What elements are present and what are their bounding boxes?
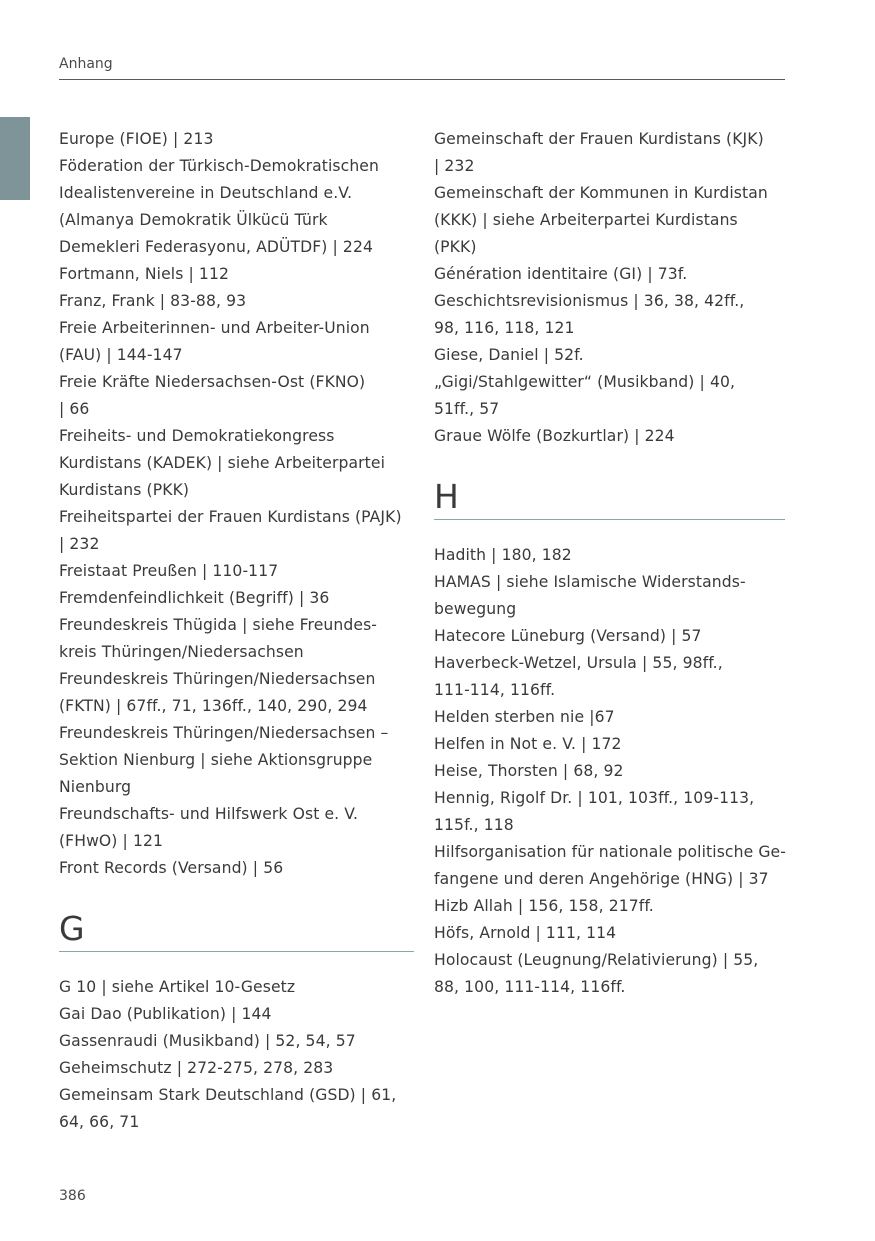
index-entry-line: Front Records (Versand) | 56 [59,859,284,877]
page-number: 386 [59,1188,86,1204]
index-entry-line: Gemeinschaft der Kommunen in Kurdistan [434,184,768,202]
index-entry-line: Franz, Frank | 83-88, 93 [59,292,247,310]
index-entry-line: Gai Dao (Publikation) | 144 [59,1005,272,1023]
index-entry-line: Hilfsorganisation für nationale politische Ge- [434,843,786,861]
index-entry-line: G 10 | siehe Artikel 10-Gesetz [59,978,296,996]
index-entry-line: Gemeinsam Stark Deutschland (GSD) | 61, [59,1086,397,1104]
index-entry-line: Helfen in Not e. V. | 172 [434,735,622,753]
index-entry-line: 51ff., 57 [434,400,500,418]
index-entry-line: Kurdistans (PKK) [59,481,190,499]
index-entry-line: Geheimschutz | 272-275, 278, 283 [59,1059,334,1077]
index-entry-line: (FHwO) | 121 [59,832,164,850]
running-head: Anhang [59,56,113,72]
header-rule [59,79,785,80]
index-entry-line: HAMAS | siehe Islamische Widerstands- [434,573,746,591]
index-entry-line: 98, 116, 118, 121 [434,319,575,337]
index-entry-line: „Gigi/Stahlgewitter“ (Musikband) | 40, [434,373,736,391]
index-entry-line: Föderation der Türkisch-Demokratischen [59,157,379,175]
index-entry-line: Europe (FIOE) | 213 [59,130,214,148]
index-entry-line: Haverbeck-Wetzel, Ursula | 55, 98ff., [434,654,723,672]
index-entry-line: Freundschafts- und Hilfswerk Ost e. V. [59,805,359,823]
right-entries-h [434,542,785,1001]
index-entry-line: Freundeskreis Thüringen/Niedersachsen – [59,724,389,742]
index-entry-line: Helden sterben nie |67 [434,708,615,726]
index-entry-line: (Almanya Demokratik Ülkücü Türk [59,211,328,229]
index-entry-line: (FKTN) | 67ff., 71, 136ff., 140, 290, 294 [59,697,368,715]
index-entry-line: Freie Kräfte Niedersachsen-Ost (FKNO) [59,373,366,391]
left-entries-g [59,974,414,1136]
index-entry-line: Hizb Allah | 156, 158, 217ff. [434,897,654,915]
section-letter-h: H [434,477,785,520]
index-entry-line: fangene und deren Angehörige (HNG) | 37 [434,870,769,888]
index-entry-line: Génération identitaire (GI) | 73f. [434,265,688,283]
index-entry-line: Gemeinschaft der Frauen Kurdistans (KJK) [434,130,764,148]
index-entry-line: 111-114, 116ff. [434,681,556,699]
index-entry-line: bewegung [434,600,517,618]
index-entry-line: | 232 [434,157,475,175]
left-index-column [59,126,414,1136]
index-entry-line: (PKK) [434,238,477,256]
index-entry-line: Höfs, Arnold | 111, 114 [434,924,617,942]
index-entry-line: Kurdistans (KADEK) | siehe Arbeiterpartei [59,454,386,472]
index-entry-line: Freundeskreis Thüringen/Niedersachsen [59,670,376,688]
index-entry-line: Hatecore Lüneburg (Versand) | 57 [434,627,702,645]
index-entry-line: | 66 [59,400,90,418]
index-entry-line: Holocaust (Leugnung/Relativierung) | 55, [434,951,759,969]
index-entry-line: Fremdenfeindlichkeit (Begriff) | 36 [59,589,330,607]
index-entry-line: Gassenraudi (Musikband) | 52, 54, 57 [59,1032,356,1050]
index-entry-line: 115f., 118 [434,816,514,834]
right-index-column [434,126,785,1001]
index-entry-line: Freie Arbeiterinnen- und Arbeiter-Union [59,319,370,337]
index-entry-line: Demekleri Federasyonu, ADÜTDF) | 224 [59,238,373,256]
index-entry-line: Idealistenvereine in Deutschland e.V. [59,184,353,202]
index-entry-line: | 232 [59,535,100,553]
index-entry-line: Giese, Daniel | 52f. [434,346,584,364]
index-entry-line: Fortmann, Niels | 112 [59,265,229,283]
index-entry-line: (FAU) | 144-147 [59,346,183,364]
index-entry-line: Nienburg [59,778,132,796]
index-entry-line: Sektion Nienburg | siehe Aktionsgruppe [59,751,373,769]
index-entry-line: Hadith | 180, 182 [434,546,572,564]
index-entry-line: Graue Wölfe (Bozkurtlar) | 224 [434,427,675,445]
index-entry-line: Heise, Thorsten | 68, 92 [434,762,624,780]
index-entry-line: 88, 100, 111-114, 116ff. [434,978,626,996]
index-entry-line: Freistaat Preußen | 110-117 [59,562,279,580]
index-entry-line: Geschichtsrevisionismus | 36, 38, 42ff., [434,292,745,310]
section-h [434,477,785,1001]
index-entry-line: kreis Thüringen/Niedersachsen [59,643,304,661]
index-entry-line: Hennig, Rigolf Dr. | 101, 103ff., 109-113, [434,789,755,807]
right-entries-top [434,126,785,450]
index-entry-line: Freiheits- und Demokratiekongress [59,427,335,445]
index-entry-line: Freiheitspartei der Frauen Kurdistans (PAJK) [59,508,402,526]
index-entry-line: (KKK) | siehe Arbeiterpartei Kurdistans [434,211,738,229]
index-entry-line: Freundeskreis Thügida | siehe Freundes- [59,616,378,634]
thumb-index-tab [0,117,30,200]
index-entry-line: 64, 66, 71 [59,1113,140,1131]
section-g [59,909,414,1136]
left-entries-top [59,126,414,882]
section-letter-g: G [59,909,414,952]
